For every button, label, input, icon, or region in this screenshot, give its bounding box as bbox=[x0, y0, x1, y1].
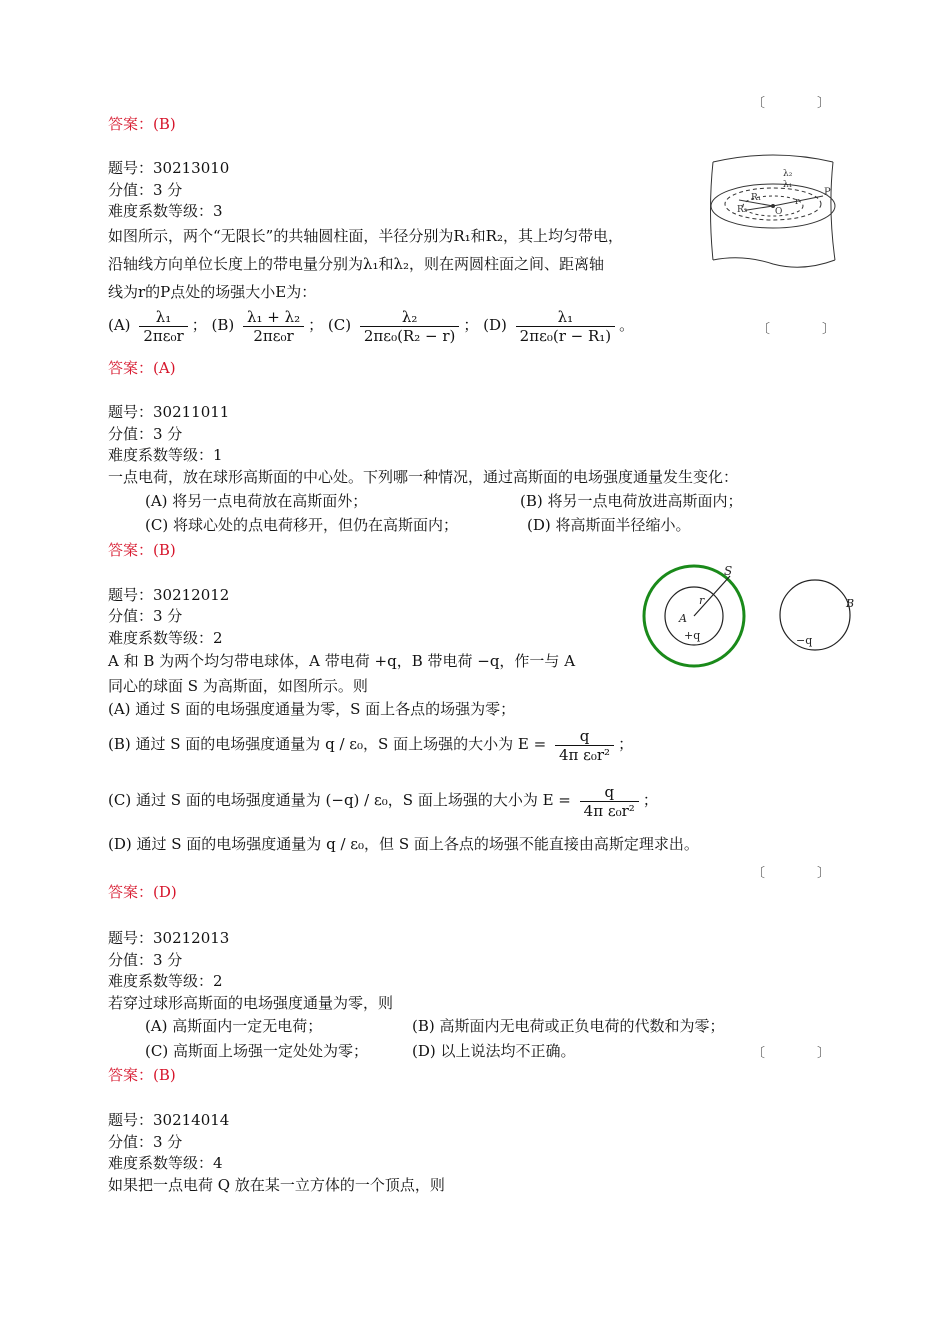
answer-value: (B) bbox=[153, 115, 176, 133]
option-b-label: (B) bbox=[211, 316, 235, 334]
option-b-fraction bbox=[243, 308, 304, 345]
question-id: 题号：30213010 bbox=[108, 159, 230, 177]
option-c bbox=[108, 780, 658, 824]
option-a-label: (A) bbox=[108, 316, 131, 334]
option-d: (D) 通过 S 面的电场强度通量为 q / ε₀，但 S 面上各点的场强不能直接由高斯定理求出。 bbox=[108, 835, 699, 853]
point-p-label: P bbox=[824, 187, 831, 198]
answer-bracket: 〔 〕 bbox=[757, 322, 836, 337]
charge-plus-q-label: +q bbox=[684, 629, 701, 642]
option-end: ； bbox=[618, 735, 634, 753]
answer-bracket: 〔 〕 bbox=[752, 96, 831, 111]
question-stem-line: 若穿过球形高斯面的电场强度通量为零，则 bbox=[108, 994, 394, 1012]
question-stem-line: 一点电荷，放在球形高斯面的中心处。下列哪一种情况，通过高斯面的电场强度通量发生变化： bbox=[108, 468, 739, 486]
answer-line bbox=[108, 540, 176, 560]
option-a: (A) 通过 S 面的电场强度通量为零，S 面上各点的场强为零； bbox=[108, 700, 516, 718]
lambda1-label: λ₁ bbox=[783, 180, 793, 190]
field-fraction bbox=[580, 783, 639, 820]
question-stem-line: A 和 B 为两个均匀带电球体，A 带电荷 +q，B 带电荷 −q，作一与 A bbox=[108, 652, 576, 670]
answer-line bbox=[108, 882, 177, 902]
charge-minus-q-label: −q bbox=[796, 634, 813, 647]
answer-label: 答案： bbox=[108, 359, 154, 377]
gauss-sphere-figure bbox=[636, 562, 864, 674]
radius-r-label: r bbox=[699, 594, 705, 607]
sphere-b-circle bbox=[780, 580, 850, 650]
numerator: λ₁ bbox=[516, 308, 615, 327]
denominator: 2πε₀r bbox=[253, 326, 294, 345]
option-c: (C) 将球心处的点电荷移开，但仍在高斯面内； bbox=[145, 516, 458, 534]
question-id: 题号：30211011 bbox=[108, 403, 230, 421]
option-b bbox=[108, 724, 633, 768]
option-c: (C) 高斯面上场强一定处处为零； bbox=[145, 1042, 368, 1060]
denominator: 2πε₀(r − R₁) bbox=[519, 326, 612, 345]
option-d: (D) 将高斯面半径缩小。 bbox=[527, 516, 691, 534]
r2-label: R₂ bbox=[737, 205, 748, 215]
r1-label: R₁ bbox=[751, 193, 762, 203]
answer-label: 答案： bbox=[108, 115, 154, 133]
option-d-label: (D) bbox=[483, 316, 507, 334]
option-a-fraction bbox=[139, 308, 187, 345]
numerator: λ₁ bbox=[139, 308, 187, 327]
option-c-label: (C) bbox=[327, 316, 352, 334]
answer-bracket: 〔 〕 bbox=[752, 866, 831, 881]
denominator: 2πε₀(R₂ − r) bbox=[363, 326, 456, 345]
question-stem-line: 如图所示，两个“无限长”的共轴圆柱面，半径分别为R₁和R₂，其上均匀带电， bbox=[108, 227, 623, 245]
answer-value: (A) bbox=[153, 359, 176, 377]
lambda2-label: λ₂ bbox=[783, 169, 793, 179]
question-id: 题号：30214014 bbox=[108, 1111, 230, 1129]
question-options-row: (A) $\frac{\text{λ₁}}{\text{2πε₀r}}$ ； (B) $\frac{\text{λ₁ + λ₂}}{\text{2πε₀r}}$ ； (C) $\frac{\text{λ₂}}{\text{2πε₀(R₂ − r)}}$ ； (D) $\frac{\text{λ₁}}{\text{2πε₀(r − R₁)}}$ 。 bbox=[108, 307, 635, 345]
answer-line bbox=[108, 358, 176, 378]
answer-label: 答案： bbox=[108, 541, 154, 559]
option-a: (A) 将另一点电荷放在高斯面外； bbox=[145, 492, 368, 510]
option-b: (B) 将另一点电荷放进高斯面内； bbox=[520, 492, 743, 510]
option-text: (B) 通过 S 面的电场强度通量为 q / ε₀，S 面上场强的大小为 E = bbox=[108, 735, 547, 753]
option-text: (C) 通过 S 面的电场强度通量为 (−q) / ε₀，S 面上场强的大小为 E = bbox=[108, 791, 571, 809]
option-a: (A) 高斯面内一定无电荷； bbox=[145, 1017, 323, 1035]
question-difficulty: 难度系数等级：3 bbox=[108, 202, 223, 220]
option-d-fraction bbox=[516, 308, 615, 345]
numerator: λ₁ + λ₂ bbox=[243, 308, 304, 327]
answer-line bbox=[108, 1065, 176, 1085]
surface-s-label: S bbox=[724, 564, 733, 578]
sphere-a-label: A bbox=[679, 612, 687, 625]
numerator: q bbox=[580, 783, 639, 802]
field-fraction bbox=[555, 727, 614, 764]
question-score: 分值：3 分 bbox=[108, 607, 183, 625]
question-stem-line: 线为r的P点处的场强大小E为： bbox=[108, 283, 317, 301]
question-difficulty: 难度系数等级：2 bbox=[108, 629, 223, 647]
question-stem-line: 沿轴线方向单位长度上的带电量分别为λ₁和λ₂，则在两圆柱面之间、距离轴 bbox=[108, 255, 605, 273]
question-score: 分值：3 分 bbox=[108, 181, 183, 199]
answer-value: (B) bbox=[153, 1066, 176, 1084]
center-label: O bbox=[775, 207, 783, 217]
answer-bracket: 〔 〕 bbox=[752, 1046, 831, 1061]
numerator: q bbox=[555, 727, 614, 746]
question-score: 分值：3 分 bbox=[108, 951, 183, 969]
option-end: ； bbox=[642, 791, 658, 809]
answer-value: (B) bbox=[153, 541, 176, 559]
question-stem-line: 同心的球面 S 为高斯面，如图所示。则 bbox=[108, 677, 368, 695]
option-c-fraction bbox=[360, 308, 459, 345]
option-d: (D) 以上说法均不正确。 bbox=[412, 1042, 576, 1060]
coaxial-cylinder-figure bbox=[703, 150, 843, 272]
denominator: 2πε₀r bbox=[143, 326, 184, 345]
question-difficulty: 难度系数等级：2 bbox=[108, 972, 223, 990]
sphere-b-label: B bbox=[846, 597, 855, 610]
denominator: 4π ε₀r² bbox=[583, 801, 635, 820]
denominator: 4π ε₀r² bbox=[558, 745, 611, 764]
question-score: 分值：3 分 bbox=[108, 425, 183, 443]
answer-label: 答案： bbox=[108, 883, 154, 901]
answer-value: (D) bbox=[153, 883, 177, 901]
question-difficulty: 难度系数等级：4 bbox=[108, 1154, 223, 1172]
question-id: 题号：30212013 bbox=[108, 929, 230, 947]
question-score: 分值：3 分 bbox=[108, 1133, 183, 1151]
answer-label: 答案： bbox=[108, 1066, 154, 1084]
question-stem-line: 如果把一点电荷 Q 放在某一立方体的一个顶点，则 bbox=[108, 1176, 445, 1194]
numerator: λ₂ bbox=[360, 308, 459, 327]
answer-line bbox=[108, 114, 176, 134]
option-b: (B) 高斯面内无电荷或正负电荷的代数和为零； bbox=[412, 1017, 725, 1035]
radius-label: r bbox=[795, 197, 800, 207]
question-difficulty: 难度系数等级：1 bbox=[108, 446, 223, 464]
question-id: 题号：30212012 bbox=[108, 586, 230, 604]
